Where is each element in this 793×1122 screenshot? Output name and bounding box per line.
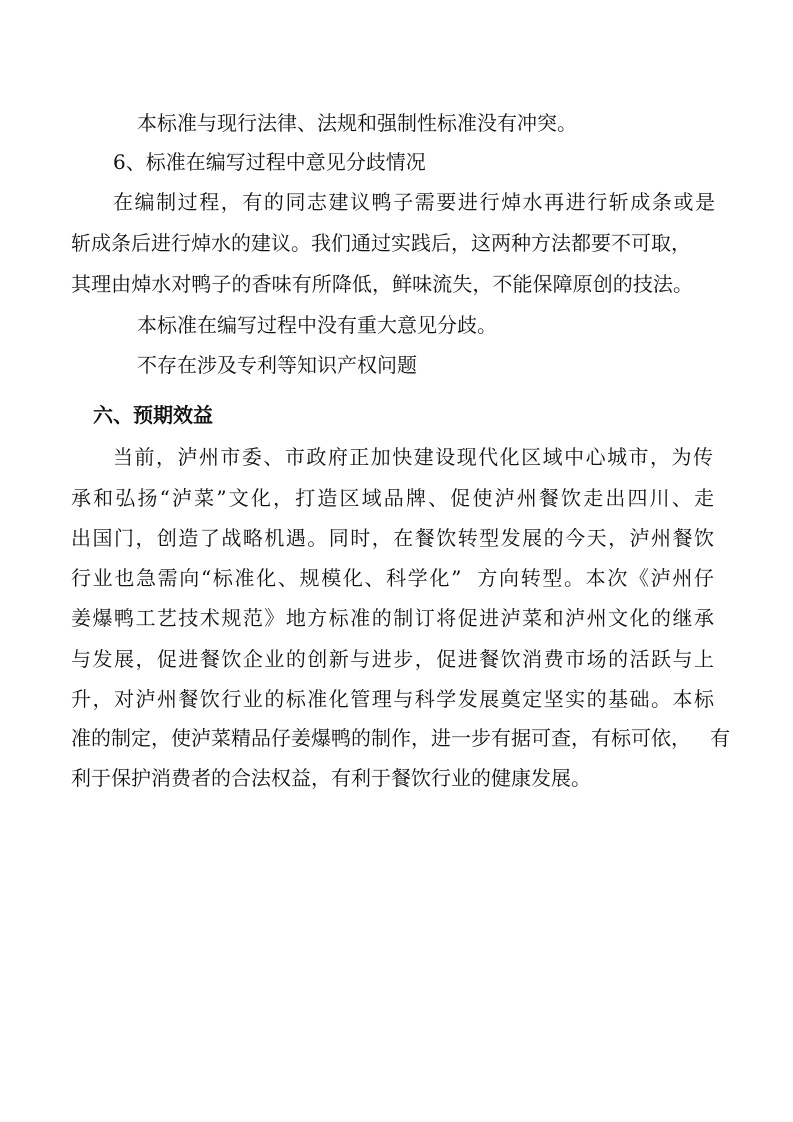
section6-para-line-6: 与发展，促进餐饮企业的创新与进步，促进餐饮消费市场的活跃与上 (71, 647, 714, 671)
section6-para-line-1: 当前，泸州市委、市政府正加快建设现代化区域中心城市，为传 (113, 445, 713, 469)
section6-para-line-5: 姜爆鸭工艺技术规范》地方标准的制订将促进泸菜和泸州文化的继承 (71, 606, 714, 630)
item6-para-line-2: 斩成条后进行焯水的建议。我们通过实践后，这两种方法都要不可取， (71, 231, 691, 255)
section6-para-line-2: 承和弘扬“泸菜”文化，打造区域品牌、促使泸州餐饮走出四川、走 (71, 486, 714, 510)
item6-para-line-1: 在编制过程，有的同志建议鸭子需要进行焯水再进行斩成条或是 (113, 190, 715, 214)
no-divergence-statement: 本标准在编写过程中没有重大意见分歧。 (137, 313, 497, 337)
section6-para-line-9: 利于保护消费者的合法权益，有利于餐饮行业的健康发展。 (71, 766, 591, 790)
section6-heading: 六、预期效益 (93, 403, 213, 427)
section6-para-line-7: 升，对泸州餐饮行业的标准化管理与科学发展奠定坚实的基础。本标 (71, 687, 714, 711)
item6-title: 6、标准在编写过程中意见分歧情况 (113, 150, 426, 174)
conflict-statement: 本标准与现行法律、法规和强制性标准没有冲突。 (137, 111, 577, 135)
item6-para-line-3: 其理由焯水对鸭子的香味有所降低，鲜味流失，不能保障原创的技法。 (71, 272, 693, 296)
section6-para-line-4: 行业也急需向“标准化、规模化、科学化” 方向转型。本次《泸州仔 (71, 566, 714, 590)
section6-para-line-3: 出国门，创造了战略机遇。同时，在餐饮转型发展的今天，泸州餐饮 (71, 526, 714, 550)
section6-para-line-8: 准的制定，使泸菜精品仔姜爆鸭的制作，进一步有据可查，有标可依， 有 (71, 726, 731, 750)
no-ip-issue-statement: 不存在涉及专利等知识产权问题 (137, 353, 417, 377)
